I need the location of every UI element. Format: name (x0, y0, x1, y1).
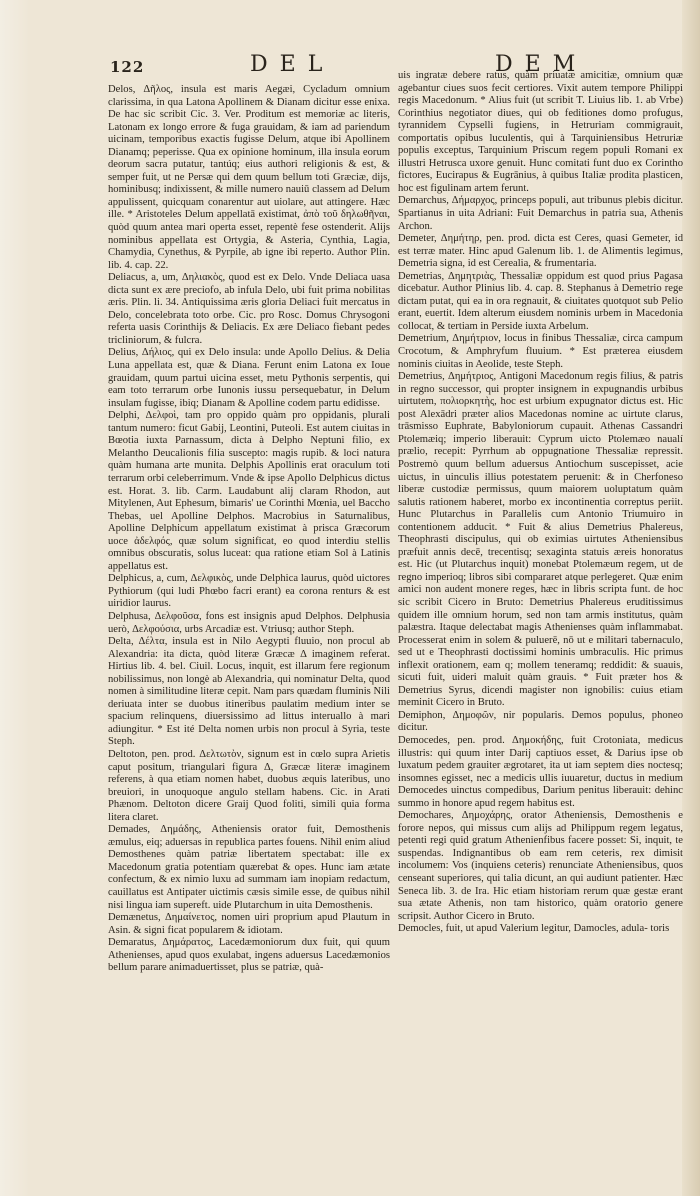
dictionary-entry: Deltoton, pen. prod. Δελτωτὸν, signum est in cœlo supra Arietis caput positum, triangulari figura Δ, Græcæ literæ imaginem referens, à qua etiam nomen habet, duobus æquis lateribus, uno breuiori, in unoquoque angulo stellam habens. Cic. in Arati Phænom. Deltoton dicere Graij Quod foliti, simili quia forma litera claret. (108, 748, 390, 823)
dictionary-entry: Demaratus, Δημάρατος, Lacedæmoniorum dux fuit, qui quum Athenienses, apud quos exulabat, ingens aduersus Lacedæmonios bellum parare animaduertisset, plus se patriæ, quà- (108, 937, 390, 974)
dictionary-entry: Demetrias, Δημητριὰς, Thessaliæ oppidum est quod prius Pagasa dicebatur. Author Plinius lib. 4. cap. 8. Stephanus à Demetrio rege dictam putat, qui ea in ora regnauit, & ciuitates quotquot sub Pelio erant, euertit. Idem alterum eiusdem nominis urbem in Macedonia collocat, & tertiam in Perside iuxta Arbelum. (398, 270, 683, 332)
right-column (398, 70, 683, 1156)
dictionary-entry: Demeter, Δημήτηρ, pen. prod. dicta est Ceres, quasi Gemeter, id est terræ mater. Hinc apud Galenum lib. 1. de Alimentis legimus, Demetria signa, id est Cerealia, & frumentaria. (398, 233, 683, 270)
dictionary-entry: Demiphon, Δημοφῶν, nir popularis. Demos populus, phoneo dicitur. (398, 709, 683, 734)
dictionary-entry: Demochares, Δημοχάρης, orator Atheniensis, Demosthenis e forore nepos, qui missus cum alijs ad Philippum regem legatus, petenti regi quid gratum Athenienfibus facere posset: Si, inquit, te suspendas. Indignantibus ob eam rem ceteris, rex dimisit incolumem: Vos (inquiens ceteris) renunciate Atheniensibus, quos censeant superiores, qui talia dicunt, an qui audiunt patienter. Hæc Seneca lib. 3. de Ira. Hic etiam historiam rerum quæ gestæ erant sua ætate Athenis, non tam historico, quàm oratorio genere scripsit. Author Cicero in Bruto. (398, 810, 683, 922)
dictionary-entry: Democles, fuit, ut apud Valerium legitur, Damocles, adula- toris (398, 923, 670, 935)
dictionary-entry: Delphusa, Δελφοῦσα, fons est insignis apud Delphos. Delphusia uerò, Δελφούσια, urbs Arcadiæ est. Vtriusq; author Steph. (108, 610, 390, 635)
dictionary-entry: Demarchus, Δήμαρχος, princeps populi, aut tribunus plebis dicitur. Spartianus in uita Adriani: Fuit Demarchus in patria sua, Athenis Archon. (398, 195, 683, 232)
page-edge-shadow (682, 0, 700, 1196)
dictionary-entry: Deliacus, a, um, Δηλιακὸς, quod est ex Delo. Vnde Deliaca uasa dicta sunt ex ære preciofo, ab infula Delo, ubi fuit prima nobilitas æris. Plin. li. 34. Antiquissima æris gloria Deliaci fuit mercatus in Delo, concelebrata toto orbe. Cic. pro Rosc. Domus Chrysogoni referta uasis Corinthijs & Deliacis. Ex ære Deliaco fiebant pedes tricliniorum, & fulcra. (108, 272, 390, 346)
left-column (108, 84, 390, 1170)
right-headword: DEM (495, 52, 588, 77)
dictionary-entry: Delphicus, a, cum, Δελφικὸς, unde Delphica laurus, quòd uictores Pythiorum (qui ludi Phœbo facri erant) ea corona renturs & est uiridior laurus. (108, 573, 390, 610)
dictionary-entry: uis ingratæ debere ratus, quàm priuatæ amicitiæ, omnium quæ agebantur ciues suos fecit certiores. Vixit autem tempore Philippi regis Macedonum. * Alius fuit (ut scribit T. Liuius lib. 1. ab Vrbe) Corinthius negotiator diues, qui ob feditiones domo profugus, tyrannidem Cypselli fugiens, in Hetruriam commigrauit, comportatis opibus luculentis, qui à Tarquiniensibus Hetruriæ populis exceptus, Tarquinium Priscum regem populi Romani ex illustri Hetrusca uxore genuit. Hunc comitati funt duo ex Corintho fictores, Eucirapus & Eugrānius, à quibus Italiæ prodita plasticen, hoc est figulinam artem ferunt. (398, 70, 683, 194)
dictionary-entry: Demænetus, Δημαίνετος, nomen uiri proprium apud Plautum in Asin. & signi ficat popularem & idiotam. (108, 912, 390, 936)
dictionary-entry: Demetrium, Δημήτριον, locus in finibus Thessaliæ, circa campum Crocotum, & Amphryfum fluuium. * Est præterea eiusdem nominis ciuitas in Aeolide, teste Steph. (398, 333, 683, 370)
dictionary-entry: Delta, Δέλτα, insula est in Nilo Aegypti fluuio, non procul ab Alexandria: ita dicta, quòd literæ Græcæ Δ imaginem referat. Hirtius lib. 4. bel. Ciuil. Locus, inquit, est illarum fere regionum nobilissimus, non longè ab Alexandria, qui nominatur Delta, quod nomen à similitudine literæ cepit. Nam pars quædam fluminis Nili deriuata inter se duobus itineribus paulatim medium inter se spacium relinquens, diuersissimo ad littus interuallo à mari adiungitur. * Est ité Delta nomen urbis non procul à Syria, teste Steph. (108, 636, 390, 748)
dictionary-entry: Delos, Δῆλος, insula est maris Aegæi, Cycladum omnium clarissima, in qua Latona Apollinem & Dianam dicitur esse enixa. De hac sic scribit Cic. 3. Ver. Proditum est memoriæ ac literis, Latonam ex longo errore & fuga grauidam, & iam ad pariendum uicinam, temporibus exactis fugisse Delum, atque ibi Apollinem Dianamq; peperisse. Qua ex opinione hominum, illa insula eorum deorum sacra putatur, tantúq; eius authori religionis & est, & semper fuit, ut ne Persæ qui dem quum bellum toti Græciæ, dijs, hominibusq; indixissent, & mille numero nauiū classem ad Delum appulissent, quicquam conarentur aut uiolare, aut attingere. Hæc ille. * Aristoteles Delum appellatā existimat, ἀπὸ τοῦ δηλωθῆναι, quòd quum antea mari operta esset, repentè fese ostenderit. Alijs nominibus appellata est Ortygia, & Asteria, Cynthia, Lagia, Chamydia, Cynethus, & Pyrpile, ab igne ibi reperto. Author Plin. lib. 4. cap. 22. (108, 84, 390, 271)
left-headword: DEL (250, 52, 335, 77)
dictionary-entry: Delphi, Δελφοὶ, tam pro oppido quàm pro oppidanis, plurali tantum numero: ficut Gabij, Leontini, Puteoli. Est autem ciuitas in Bœotia iuxta Parnassum, dicta à Delpho Neptuni filio, ex Melantho Deucalionis filia suscepto: magis rupib. & loci natura quàm humana arte munita. Delphis Apollinis erat oraculum toti terrarum orbi celeberrimum. Vnde & ipse Apollo Delphicus dictus est. Horat. 3. lib. Carm. Laudabunt alij claram Rhodon, aut Mitylenen, Aut Ephesum, bimaris' ue Corinthi Mœnia, uel Baccho Thebas, uel Apolline Delphos. Macrobius in Saturnalibus, Apolline Delphicum appellatum existimat à prisca Græcorum uoce ἀδελφός, quæ solum significat, eo quod interdiu stellis omnibus obscuratis, solus luceat: qua ratione etiam Sol à Latinis appellatus est. (108, 410, 390, 572)
dictionary-entry: Demades, Δημάδης, Atheniensis orator fuit, Demosthenis æmulus, eiq; aduersas in republica partes fouens. Nihil enim aliud Demosthenes quàm patriæ libertatem spectabat: ille ex Macedonum gratia potentiam quærebat & opes. Hunc iam ætate confectum, & ex nimio luxu ad summam iam inopiam redactum, cauillatus est Antipater uictimis cæsis simile esse, de quibus nihil nisi lingua iam supereft. uide Plutarchum in uita Demosthenis. (108, 824, 390, 911)
page-gutter-shadow (0, 0, 30, 1196)
dictionary-entry: Delius, Δήλιος, qui ex Delo insula: unde Apollo Delius. & Delia Luna appellata est, quæ & Diana. Ferunt enim Latona ex Ioue grauidam, quum partui uicina esset, metu Pythonis serpentis, qui eam toto terrarum orbe Iunonis iussu persequebatur, in Delum insulam fugisse, ibiq; Dianam & Apolline codem partu edidisse. (108, 347, 390, 409)
dictionary-entry: Democedes, pen. prod. Δημοκήδης, fuit Crotoniata, medicus illustris: qui quum inter Darij captiuos esset, & Darius ipse ob luxatum pedem grauiter ægrotaret, ita ut iam septem dies noctesq; insomnes egisset, nec a medicis ullis iuuaretur, ductus in medium Democedes uinctus compedibus, Darium penitus liberauit: dehinc summo in honore apud regem habitus est. (398, 734, 683, 809)
page-number: 122 (110, 58, 145, 76)
dictionary-entry: Demetrius, Δημήτριος, Antigoni Macedonum regis filius, & patris in regno successor, qui propter insignem in expugnandis urbibus uirtutem, πολιορκητὴς, hoc est urbium expugnator dictus est. Hic post Alexādri præter alios Macedonas nomine ac uirtute clarus, trāsmisso Euphrate, Babyloniorum cupauit. Athenas Cassandri Ptolemæiq; imperio liberauit: Cyprum uicto Ptolemæo naualí prælio, recepit: Pyrrhum ab oppugnatione Thessaliæ repressit. Postremò quum bellum aduersus Antiochum suscepisset, acie uictus, in uinculis illius potestatem peruenit: & in Cherfoneso liberæ custodiæ permissus, quum maiorem uoluptatum quàm salutis rationem haberet, morbo ex incontinentia correptus periit. Hunc Plutarchus in Parallelis cum Antonio Triumuiro in contentionem adducit. * Fuit & alius Demetrius Phalereus, Theophrasti discipulus, qui ob eximias uirtutes Atheniensibus præfuit annis decē, trecentisq; sexaginta statuis æreis honoratus est. Hic (ut Plutarchus inquit) monebat Ptolemæum regem, ut de regno imperioq; libros sibi compararet atque perlegeret. Quæ enim amici non audent monere reges, hæc in libris scripta funt. de hoc sic scribit Cicero in Bruto: Demetrius Phalereus eruditissimus quidem ille omnium horum, sed non tam armis institutus, quàm palæstra. Itaque delectabat magis Athenienses quàm inflammabat. Processerat enim in solem & puluerē, nō ut e militari tabernaculo, sed ut e Theophrasti doctissimi hominis umbraculis. Hic primus inflexit orationem, eam q; mollem teneramq; reddidit: & suauis, sicuti fuit, uideri maluit quàm grauis. * Fuit præter hos & Demetrius Syrus, dicendi magister non ignobilis: cuius etiam meminit Cicero in Bruto. (398, 371, 683, 709)
